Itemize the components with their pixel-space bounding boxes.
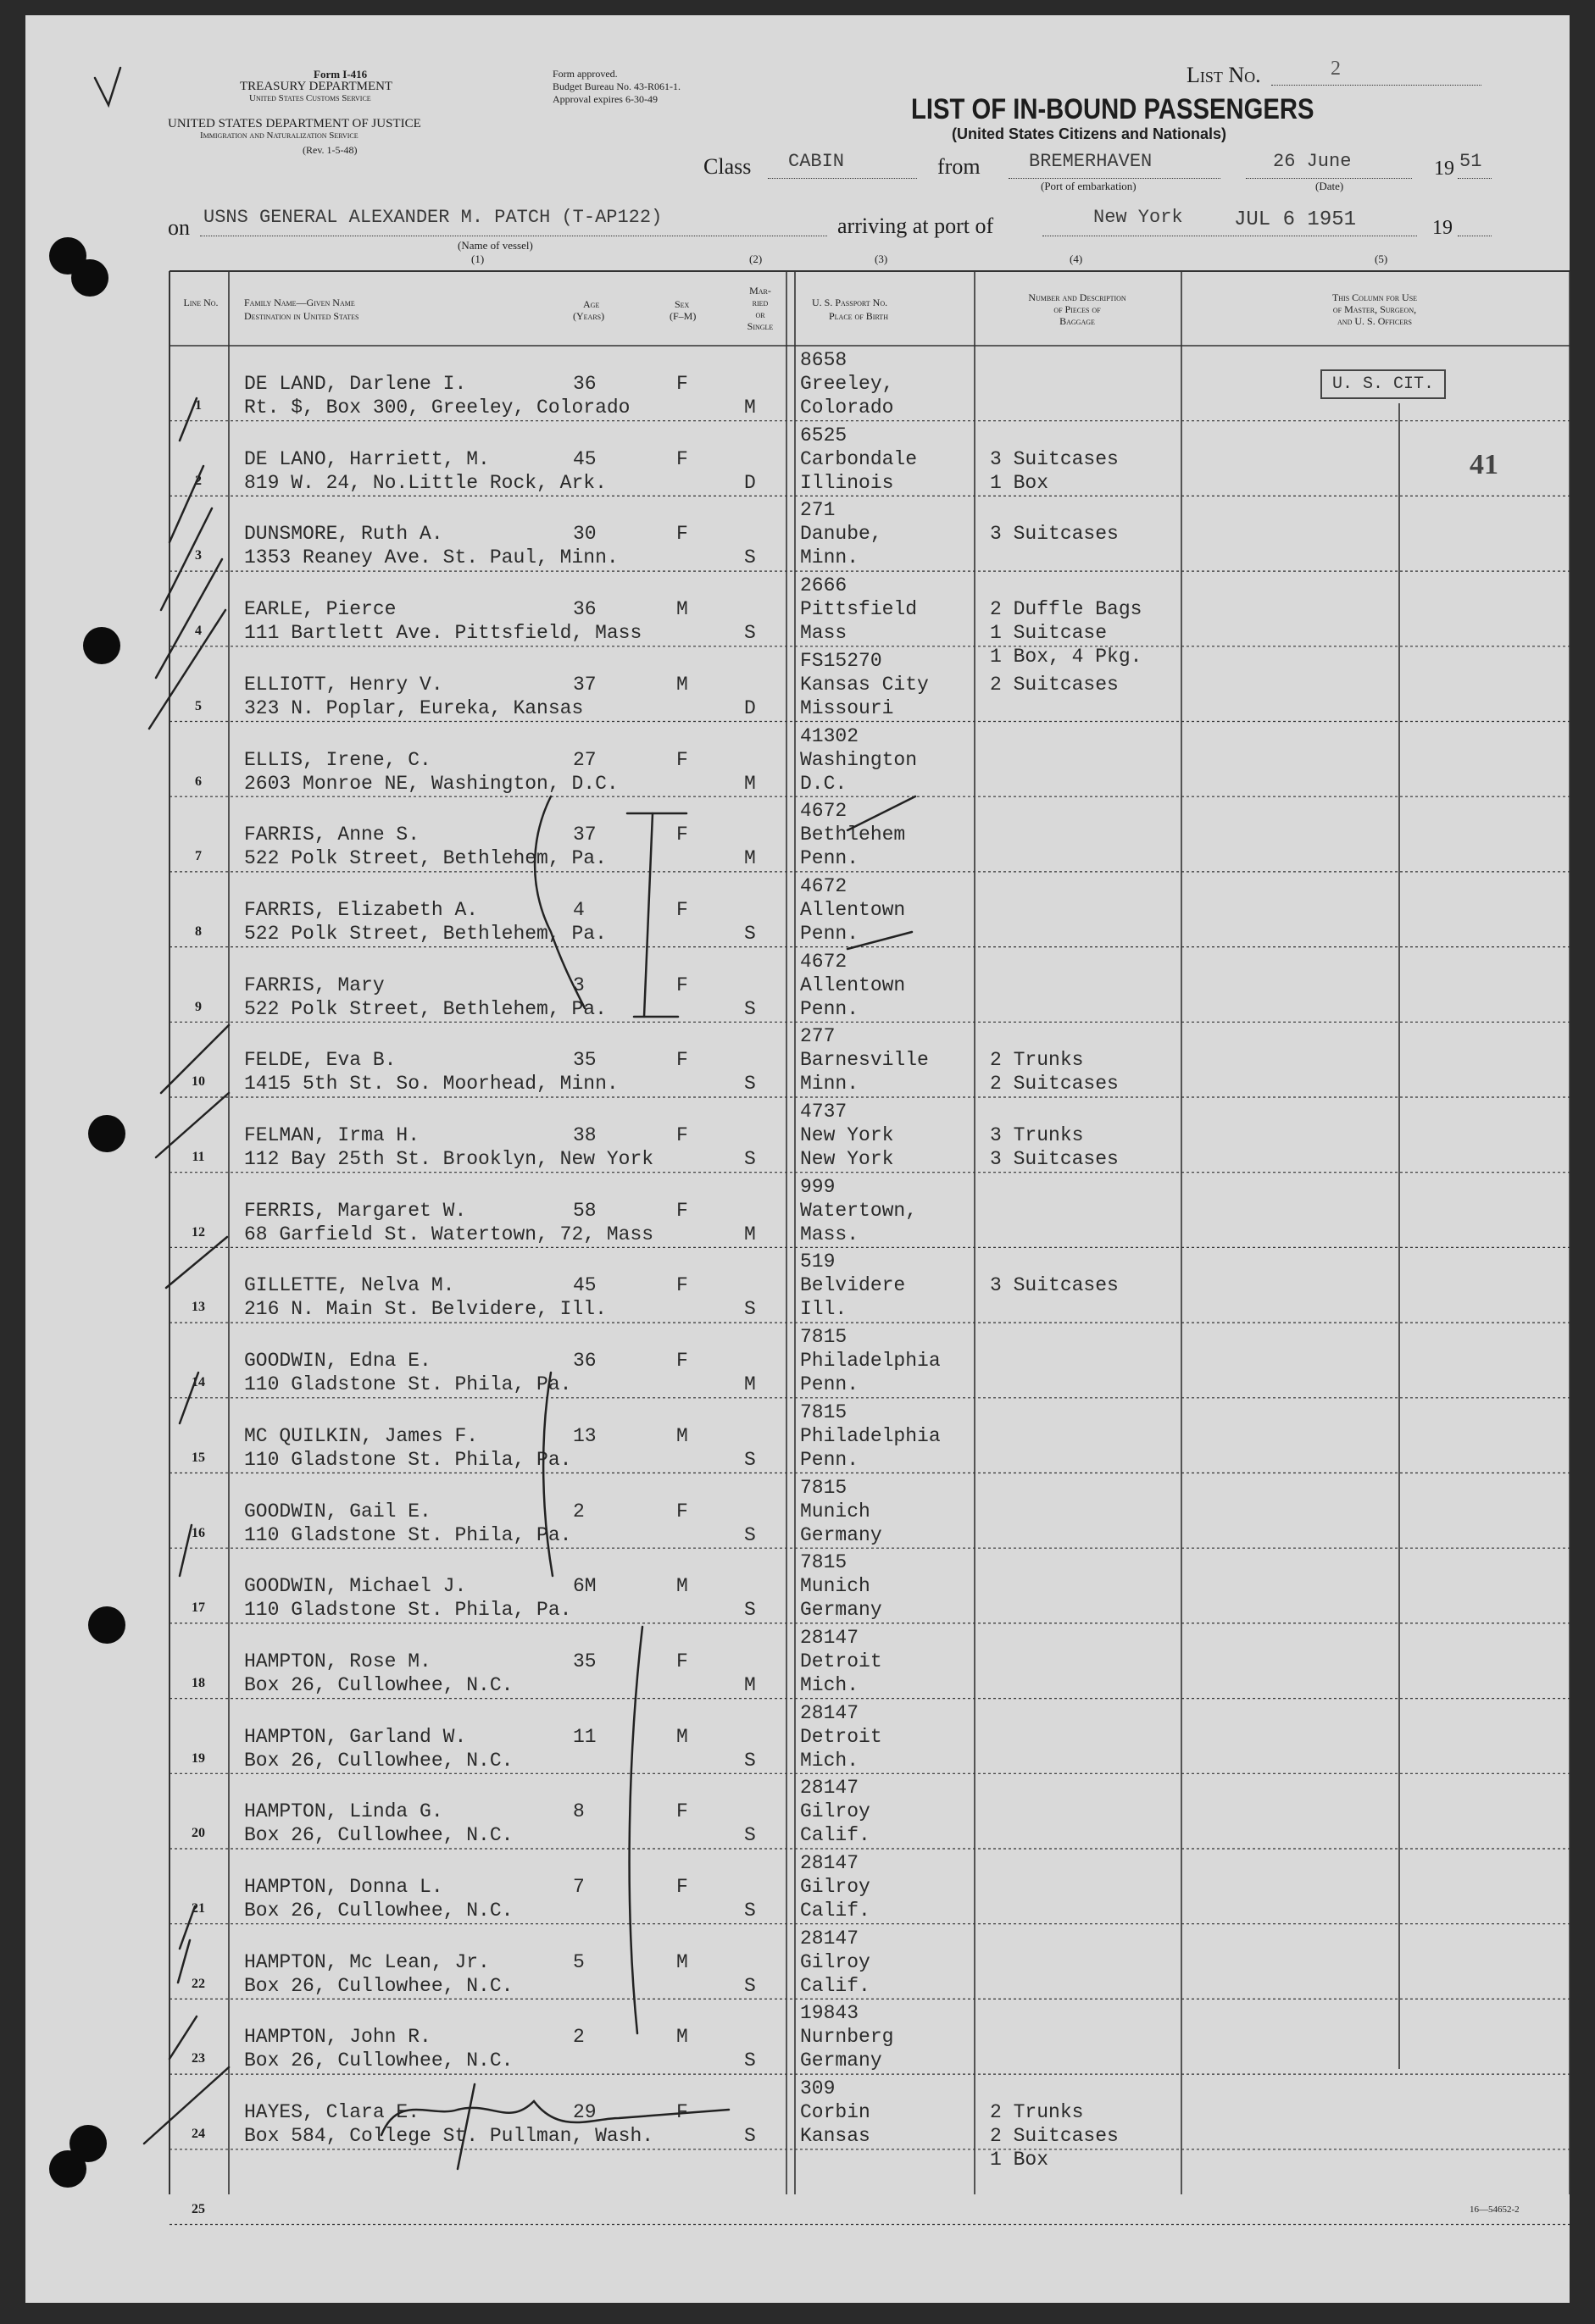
- passenger-name: HAMPTON, Linda G.: [244, 1800, 443, 1823]
- baggage-line-1: 2 Duffle Bags: [990, 598, 1142, 621]
- birthplace-state: Missouri: [800, 696, 894, 719]
- customs-service: United States Customs Service: [249, 93, 371, 103]
- arrival-date-stamp: JUL 6 1951: [1234, 208, 1357, 231]
- birthplace-city: Greeley,: [800, 373, 894, 395]
- marital-status: S: [744, 546, 756, 569]
- line-number: 10: [192, 1074, 205, 1090]
- class-value: CABIN: [788, 151, 845, 172]
- marital-status: S: [744, 1298, 756, 1321]
- marital-status: S: [744, 1448, 756, 1471]
- arrival-port: New York: [1093, 207, 1183, 228]
- header-age-years: (Years): [573, 310, 605, 322]
- passenger-sex: F: [676, 1199, 688, 1222]
- birthplace-state: Mich.: [800, 1673, 859, 1696]
- birthplace-city: Philadelphia: [800, 1424, 941, 1447]
- line-number: 4: [195, 624, 202, 639]
- destination-address: Box 26, Cullowhee, N.C.: [244, 1673, 514, 1696]
- passenger-sex: M: [676, 1424, 688, 1447]
- baggage-line-1: 3 Suitcases: [990, 1274, 1119, 1297]
- birthplace-city: Corbin: [800, 2101, 870, 2124]
- embarkation-port: BREMERHAVEN: [1029, 151, 1153, 172]
- department-of-justice: UNITED STATES DEPARTMENT OF JUSTICE: [168, 117, 421, 130]
- birthplace-city: Munich: [800, 1575, 870, 1598]
- birthplace-city: New York: [800, 1124, 894, 1146]
- year-suffix: 51: [1459, 151, 1482, 172]
- passenger-age: 38: [573, 1124, 597, 1146]
- destination-address: Box 26, Cullowhee, N.C.: [244, 1974, 514, 1997]
- passenger-sex: F: [676, 1800, 688, 1823]
- marital-status: M: [744, 1223, 756, 1245]
- line-number: 15: [192, 1450, 205, 1465]
- destination-address: Box 26, Cullowhee, N.C.: [244, 2049, 514, 2072]
- header-baggage: Number and Description of Pieces of Baggage: [1028, 291, 1126, 327]
- date-caption: (Date): [1315, 180, 1344, 192]
- page-title: LIST OF IN-BOUND PASSENGERS: [911, 93, 1314, 125]
- birthplace-state: Colorado: [800, 397, 894, 419]
- line-number: 20: [192, 1826, 205, 1841]
- passenger-sex: F: [676, 1124, 688, 1146]
- birthplace-state: Illinois: [800, 471, 894, 494]
- line-number: 23: [192, 2051, 205, 2066]
- birthplace-state: Penn.: [800, 922, 859, 945]
- passenger-age: 2: [573, 2026, 585, 2049]
- passenger-name: HAMPTON, John R.: [244, 2026, 431, 2049]
- passenger-sex: F: [676, 1274, 688, 1297]
- passenger-age: 11: [573, 1725, 597, 1748]
- page-subtitle: (United States Citizens and Nationals): [952, 125, 1227, 142]
- line-number: 14: [192, 1375, 205, 1390]
- passenger-sex: F: [676, 1500, 688, 1523]
- passenger-name: HAYES, Clara E.: [244, 2101, 420, 2124]
- baggage-line-2: 2 Suitcases: [990, 1073, 1119, 1095]
- arriving-label: arriving at port of: [837, 214, 994, 238]
- birthplace-state: Minn.: [800, 1073, 859, 1095]
- passenger-name: GOODWIN, Gail E.: [244, 1500, 431, 1523]
- baggage-line-3: 1 Box, 4 Pkg.: [990, 646, 1142, 668]
- destination-address: 323 N. Poplar, Eureka, Kansas: [244, 696, 584, 719]
- passenger-name: FELDE, Eva B.: [244, 1049, 397, 1072]
- passenger-name: HAMPTON, Garland W.: [244, 1725, 467, 1748]
- line-number: 1: [195, 398, 202, 413]
- birthplace-state: Minn.: [800, 546, 859, 569]
- passenger-sex: F: [676, 1650, 688, 1672]
- passport-number: FS15270: [800, 649, 882, 672]
- embarkation-date: 26 June: [1273, 151, 1352, 172]
- passport-number: 519: [800, 1251, 836, 1273]
- destination-address: 1353 Reaney Ave. St. Paul, Minn.: [244, 546, 619, 569]
- passport-number: 4672: [800, 950, 848, 973]
- destination-address: 110 Gladstone St. Phila, Pa.: [244, 1523, 572, 1546]
- birthplace-state: Penn.: [800, 1448, 859, 1471]
- birthplace-state: Germany: [800, 2049, 882, 2072]
- passport-number: 28147: [800, 1852, 859, 1874]
- passenger-age: 27: [573, 748, 597, 771]
- passenger-age: 29: [573, 2101, 597, 2124]
- marital-status: M: [744, 1673, 756, 1696]
- passenger-sex: M: [676, 1950, 688, 1973]
- header-married: Mar- ried or Single: [747, 285, 774, 332]
- birthplace-state: Mass.: [800, 1223, 859, 1245]
- line-number: 3: [195, 548, 202, 563]
- destination-address: 2603 Monroe NE, Washington, D.C.: [244, 772, 619, 795]
- passport-number: 277: [800, 1025, 836, 1048]
- line-number: 5: [195, 698, 202, 713]
- birthplace-state: Kansas: [800, 2125, 870, 2148]
- passenger-age: 45: [573, 1274, 597, 1297]
- marital-status: S: [744, 1148, 756, 1170]
- birthplace-state: Penn.: [800, 997, 859, 1020]
- line-number: 2: [195, 473, 202, 488]
- line-number: 22: [192, 1976, 205, 1991]
- passport-number: 271: [800, 499, 836, 522]
- passenger-sex: F: [676, 824, 688, 846]
- birthplace-state: Ill.: [800, 1298, 848, 1321]
- header-name: Family Name—Given Name: [244, 297, 355, 308]
- baggage-line-1: 2 Suitcases: [990, 673, 1119, 696]
- form-number: Form I-416: [314, 68, 368, 80]
- passport-number: 28147: [800, 1777, 859, 1800]
- passenger-age: 35: [573, 1049, 597, 1072]
- marital-status: S: [744, 1073, 756, 1095]
- col-num-1: (1): [471, 252, 485, 265]
- passenger-name: HAMPTON, Rose M.: [244, 1650, 431, 1672]
- passenger-age: 2: [573, 1500, 585, 1523]
- birthplace-city: Detroit: [800, 1650, 882, 1672]
- birthplace-state: Penn.: [800, 1373, 859, 1396]
- passenger-age: 4: [573, 898, 585, 921]
- baggage-line-3: 1 Box: [990, 2149, 1049, 2171]
- passenger-sex: F: [676, 373, 688, 395]
- line-number: 25: [192, 2201, 205, 2216]
- passport-number: 8658: [800, 349, 848, 371]
- passport-number: 309: [800, 2077, 836, 2100]
- passenger-age: 30: [573, 523, 597, 546]
- passport-number: 7815: [800, 1326, 848, 1349]
- year-prefix: 19: [1434, 158, 1454, 180]
- birthplace-state: Mich.: [800, 1749, 859, 1772]
- passenger-name: GOODWIN, Edna E.: [244, 1350, 431, 1373]
- stamp-line: [1398, 403, 1400, 2069]
- baggage-line-1: 2 Trunks: [990, 1049, 1084, 1072]
- passenger-age: 45: [573, 447, 597, 470]
- marital-status: M: [744, 847, 756, 870]
- baggage-line-1: 3 Suitcases: [990, 447, 1119, 470]
- passport-number: 4672: [800, 874, 848, 897]
- birthplace-city: Allentown: [800, 973, 906, 996]
- passenger-age: 6M: [573, 1575, 597, 1598]
- passenger-sex: M: [676, 673, 688, 696]
- baggage-line-1: 3 Suitcases: [990, 523, 1119, 546]
- footer-code: 16—54652-2: [1470, 2205, 1520, 2215]
- passenger-name: HAMPTON, Donna L.: [244, 1876, 443, 1898]
- birthplace-state: Penn.: [800, 847, 859, 870]
- header-officers: This Column for Use of Master, Surgeon, and U. S. Officers: [1331, 291, 1418, 327]
- birthplace-state: New York: [800, 1148, 894, 1170]
- passenger-age: 36: [573, 1350, 597, 1373]
- destination-address: 819 W. 24, No.Little Rock, Ark.: [244, 471, 607, 494]
- budget-bureau: Budget Bureau No. 43-R061-1.: [553, 80, 681, 92]
- passenger-age: 36: [573, 373, 597, 395]
- destination-address: Rt. $, Box 300, Greeley, Colorado: [244, 397, 631, 419]
- passenger-sex: F: [676, 1350, 688, 1373]
- passenger-age: 36: [573, 598, 597, 621]
- destination-address: 216 N. Main St. Belvidere, Ill.: [244, 1298, 607, 1321]
- passport-number: 28147: [800, 1701, 859, 1724]
- passport-number: 7815: [800, 1476, 848, 1499]
- destination-address: 68 Garfield St. Watertown, 72, Mass: [244, 1223, 654, 1245]
- marital-status: S: [744, 2125, 756, 2148]
- passport-number: 4737: [800, 1101, 848, 1123]
- birthplace-state: Calif.: [800, 1974, 870, 1997]
- destination-address: 110 Gladstone St. Phila, Pa.: [244, 1599, 572, 1622]
- col-num-4: (4): [1070, 252, 1083, 265]
- line-number: 11: [192, 1150, 205, 1164]
- passenger-sex: F: [676, 748, 688, 771]
- col-num-2: (2): [749, 252, 763, 265]
- baggage-line-2: 3 Suitcases: [990, 1148, 1119, 1170]
- line-number: 8: [195, 923, 202, 939]
- line-number: 17: [192, 1600, 205, 1616]
- line-number: 12: [192, 1224, 205, 1240]
- passenger-age: 58: [573, 1199, 597, 1222]
- birthplace-city: Allentown: [800, 898, 906, 921]
- marital-status: S: [744, 1523, 756, 1546]
- passenger-name: DE LANO, Harriett, M.: [244, 447, 490, 470]
- approval-expires: Approval expires 6-30-49: [553, 93, 658, 105]
- marital-status: S: [744, 1599, 756, 1622]
- class-label: Class: [703, 154, 752, 179]
- list-no-label: List No.: [1187, 63, 1261, 87]
- passenger-age: 13: [573, 1424, 597, 1447]
- marital-status: S: [744, 922, 756, 945]
- baggage-line-1: 2 Trunks: [990, 2101, 1084, 2124]
- year2-prefix: 19: [1432, 217, 1453, 239]
- passenger-sex: F: [676, 973, 688, 996]
- passenger-name: ELLIS, Irene, C.: [244, 748, 431, 771]
- birthplace-city: Washington: [800, 748, 918, 771]
- passport-number: 6525: [800, 424, 848, 446]
- birthplace-city: Nurnberg: [800, 2026, 894, 2049]
- passport-number: 41302: [800, 724, 859, 747]
- line-number: 6: [195, 774, 202, 789]
- destination-address: Box 26, Cullowhee, N.C.: [244, 1749, 514, 1772]
- header-passport: U. S. Passport No.: [812, 297, 888, 308]
- baggage-line-2: 2 Suitcases: [990, 2125, 1119, 2148]
- passenger-name: EARLE, Pierce: [244, 598, 397, 621]
- passenger-name: HAMPTON, Mc Lean, Jr.: [244, 1950, 490, 1973]
- passenger-name: DUNSMORE, Ruth A.: [244, 523, 443, 546]
- passenger-sex: F: [676, 523, 688, 546]
- vessel-caption: (Name of vessel): [458, 239, 533, 252]
- vessel-name: USNS GENERAL ALEXANDER M. PATCH (T-AP122): [203, 207, 663, 228]
- birthplace-state: Calif.: [800, 1824, 870, 1847]
- passenger-name: FERRIS, Margaret W.: [244, 1199, 467, 1222]
- baggage-line-1: 3 Trunks: [990, 1124, 1084, 1146]
- birthplace-city: Gilroy: [800, 1876, 870, 1898]
- destination-address: 111 Bartlett Ave. Pittsfield, Mass: [244, 622, 642, 645]
- destination-address: 110 Gladstone St. Phila, Pa.: [244, 1448, 572, 1471]
- birthplace-city: Danube,: [800, 523, 882, 546]
- passenger-name: ELLIOTT, Henry V.: [244, 673, 443, 696]
- line-number: 21: [192, 1901, 205, 1916]
- marital-status: M: [744, 397, 756, 419]
- passenger-name: FARRIS, Anne S.: [244, 824, 420, 846]
- passport-number: 19843: [800, 2002, 859, 2025]
- marital-status: S: [744, 1749, 756, 1772]
- port-caption: (Port of embarkation): [1041, 180, 1137, 192]
- birthplace-state: Germany: [800, 1599, 882, 1622]
- list-no-value: 2: [1331, 58, 1341, 80]
- passenger-name: GOODWIN, Michael J.: [244, 1575, 467, 1598]
- passenger-name: GILLETTE, Nelva M.: [244, 1274, 455, 1297]
- passenger-age: 3: [573, 973, 585, 996]
- passenger-age: 8: [573, 1800, 585, 1823]
- marital-status: M: [744, 772, 756, 795]
- header-destination: Destination in United States: [244, 310, 359, 322]
- destination-address: 522 Polk Street, Bethlehem, Pa.: [244, 997, 607, 1020]
- marital-status: S: [744, 1824, 756, 1847]
- birthplace-city: Detroit: [800, 1725, 882, 1748]
- header-sex-fm: (F–M): [670, 310, 697, 322]
- on-label: on: [168, 215, 190, 240]
- marital-status: S: [744, 1900, 756, 1922]
- birthplace-city: Gilroy: [800, 1950, 870, 1973]
- passenger-name: FARRIS, Elizabeth A.: [244, 898, 479, 921]
- revision: (Rev. 1-5-48): [303, 144, 358, 156]
- passport-number: 999: [800, 1175, 836, 1198]
- passenger-sex: F: [676, 1049, 688, 1072]
- passenger-sex: M: [676, 1725, 688, 1748]
- line-number: 19: [192, 1750, 205, 1766]
- passport-number: 2666: [800, 574, 848, 597]
- treasury-department: TREASURY DEPARTMENT: [240, 80, 393, 93]
- destination-address: 522 Polk Street, Bethlehem, Pa.: [244, 847, 607, 870]
- passenger-age: 5: [573, 1950, 585, 1973]
- passport-number: 7815: [800, 1551, 848, 1574]
- form-approved: Form approved.: [553, 68, 618, 80]
- birthplace-city: Watertown,: [800, 1199, 918, 1222]
- birthplace-city: Gilroy: [800, 1800, 870, 1823]
- birthplace-city: Philadelphia: [800, 1350, 941, 1373]
- col-num-3: (3): [875, 252, 888, 265]
- header-sex: Sex: [675, 298, 690, 310]
- marital-status: S: [744, 2049, 756, 2072]
- passenger-age: 37: [573, 824, 597, 846]
- marital-status: D: [744, 471, 756, 494]
- marital-status: S: [744, 997, 756, 1020]
- marital-status: S: [744, 1974, 756, 1997]
- col-num-5: (5): [1375, 252, 1388, 265]
- passenger-sex: M: [676, 2026, 688, 2049]
- birthplace-city: Munich: [800, 1500, 870, 1523]
- passenger-name: FARRIS, Mary: [244, 973, 385, 996]
- line-number: 16: [192, 1525, 205, 1540]
- marital-status: D: [744, 696, 756, 719]
- line-number: 13: [192, 1300, 205, 1315]
- us-citizen-stamp: U. S. CIT.: [1320, 369, 1446, 399]
- marital-status: S: [744, 622, 756, 645]
- birthplace-city: Bethlehem: [800, 824, 906, 846]
- line-number: 7: [195, 849, 202, 864]
- birthplace-state: D.C.: [800, 772, 848, 795]
- birthplace-city: Kansas City: [800, 673, 929, 696]
- passport-number: 4672: [800, 800, 848, 823]
- passenger-age: 7: [573, 1876, 585, 1898]
- header-line-no: Line No.: [183, 297, 219, 308]
- baggage-line-2: 1 Box: [990, 471, 1049, 494]
- passenger-sex: F: [676, 2101, 688, 2124]
- header-birthplace: Place of Birth: [829, 310, 888, 322]
- header-age: Age: [583, 298, 600, 310]
- passenger-sex: F: [676, 1876, 688, 1898]
- destination-address: 110 Gladstone St. Phila, Pa.: [244, 1373, 572, 1396]
- passport-number: 7815: [800, 1401, 848, 1423]
- passenger-name: MC QUILKIN, James F.: [244, 1424, 479, 1447]
- passenger-sex: F: [676, 447, 688, 470]
- destination-address: Box 584, College St. Pullman, Wash.: [244, 2125, 654, 2148]
- passenger-sex: M: [676, 1575, 688, 1598]
- destination-address: Box 26, Cullowhee, N.C.: [244, 1900, 514, 1922]
- line-number: 18: [192, 1675, 205, 1690]
- margin-number: 41: [1470, 449, 1498, 480]
- passenger-sex: M: [676, 598, 688, 621]
- line-number: 24: [192, 2127, 205, 2142]
- immigration-service: Immigration and Naturalization Service: [200, 130, 358, 141]
- passenger-age: 37: [573, 673, 597, 696]
- birthplace-city: Carbondale: [800, 447, 918, 470]
- birthplace-state: Germany: [800, 1523, 882, 1546]
- birthplace-city: Pittsfield: [800, 598, 918, 621]
- passport-number: 28147: [800, 1927, 859, 1950]
- birthplace-city: Belvidere: [800, 1274, 906, 1297]
- destination-address: 522 Polk Street, Bethlehem, Pa.: [244, 922, 607, 945]
- birthplace-state: Calif.: [800, 1900, 870, 1922]
- destination-address: 112 Bay 25th St. Brooklyn, New York: [244, 1148, 654, 1170]
- birthplace-state: Mass: [800, 622, 848, 645]
- passenger-name: DE LAND, Darlene I.: [244, 373, 467, 395]
- baggage-line-2: 1 Suitcase: [990, 622, 1108, 645]
- birthplace-city: Barnesville: [800, 1049, 929, 1072]
- marital-status: M: [744, 1373, 756, 1396]
- passport-number: 28147: [800, 1626, 859, 1649]
- passenger-sex: F: [676, 898, 688, 921]
- passenger-age: 35: [573, 1650, 597, 1672]
- destination-address: Box 26, Cullowhee, N.C.: [244, 1824, 514, 1847]
- destination-address: 1415 5th St. So. Moorhead, Minn.: [244, 1073, 619, 1095]
- from-label: from: [937, 154, 981, 179]
- passenger-name: FELMAN, Irma H.: [244, 1124, 420, 1146]
- line-number: 9: [195, 999, 202, 1014]
